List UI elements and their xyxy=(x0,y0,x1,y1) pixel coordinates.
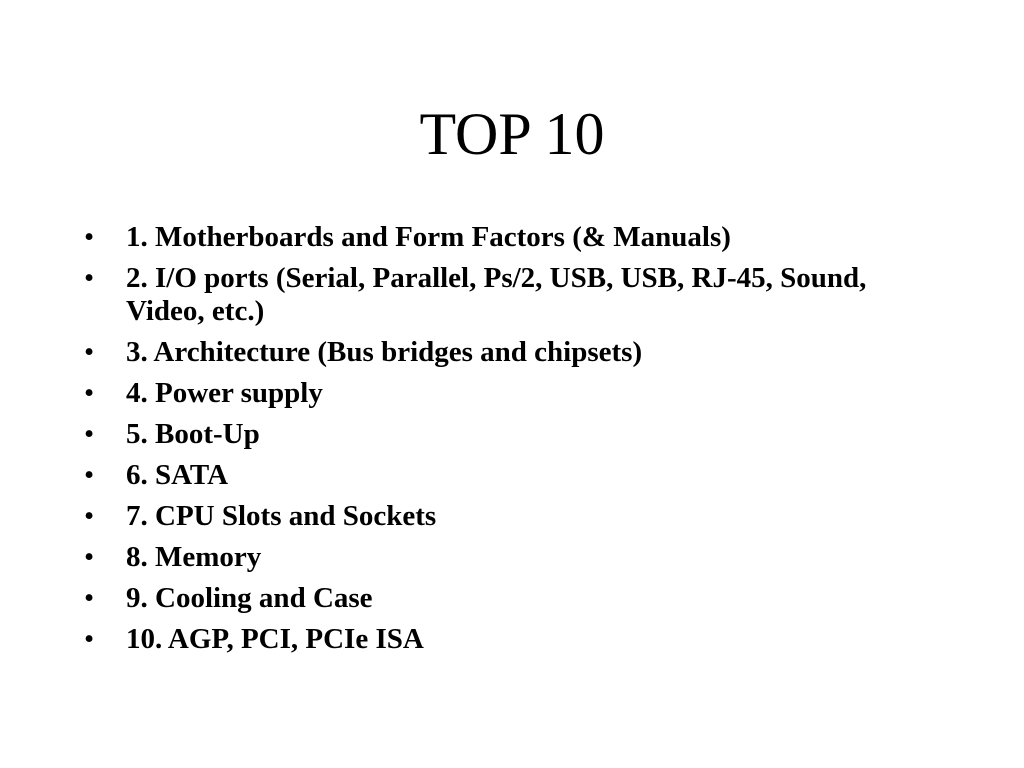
list-item xyxy=(84,221,944,254)
list-item xyxy=(84,262,944,328)
bullet-icon: • xyxy=(84,459,95,491)
bullet-icon: • xyxy=(84,221,95,253)
bullet-list xyxy=(84,221,944,664)
bullet-icon: • xyxy=(84,541,95,573)
bullet-icon: • xyxy=(84,623,95,655)
list-item-text: 1. Motherboards and Form Factors (& Manuals) xyxy=(126,221,731,253)
bullet-icon: • xyxy=(84,582,95,614)
bullet-icon: • xyxy=(84,500,95,532)
bullet-icon: • xyxy=(84,418,95,450)
list-item xyxy=(84,500,944,533)
list-item-text: 5. Boot-Up xyxy=(126,418,260,450)
list-item-text: 6. SATA xyxy=(126,459,229,491)
list-item-text: 4. Power supply xyxy=(126,377,323,409)
bullet-icon: • xyxy=(84,262,95,294)
list-item xyxy=(84,418,944,451)
list-item-text: 9. Cooling and Case xyxy=(126,582,373,614)
list-item-text: 3. Architecture (Bus bridges and chipsets) xyxy=(126,336,643,368)
bullet-icon: • xyxy=(84,336,95,368)
slide-title: TOP 10 xyxy=(419,101,605,167)
list-item-text: 8. Memory xyxy=(126,541,262,573)
bullet-icon: • xyxy=(84,377,95,409)
list-item xyxy=(84,582,944,615)
list-item xyxy=(84,377,944,410)
list-item-text: 10. AGP, PCI, PCIe ISA xyxy=(126,623,424,655)
list-item xyxy=(84,623,944,656)
list-item xyxy=(84,336,944,369)
list-item-text: 2. I/O ports (Serial, Parallel, Ps/2, USB, USB, RJ-45, Sound, Video, etc.) xyxy=(126,262,867,327)
list-item xyxy=(84,541,944,574)
list-item xyxy=(84,459,944,492)
list-item-text: 7. CPU Slots and Sockets xyxy=(126,500,437,532)
